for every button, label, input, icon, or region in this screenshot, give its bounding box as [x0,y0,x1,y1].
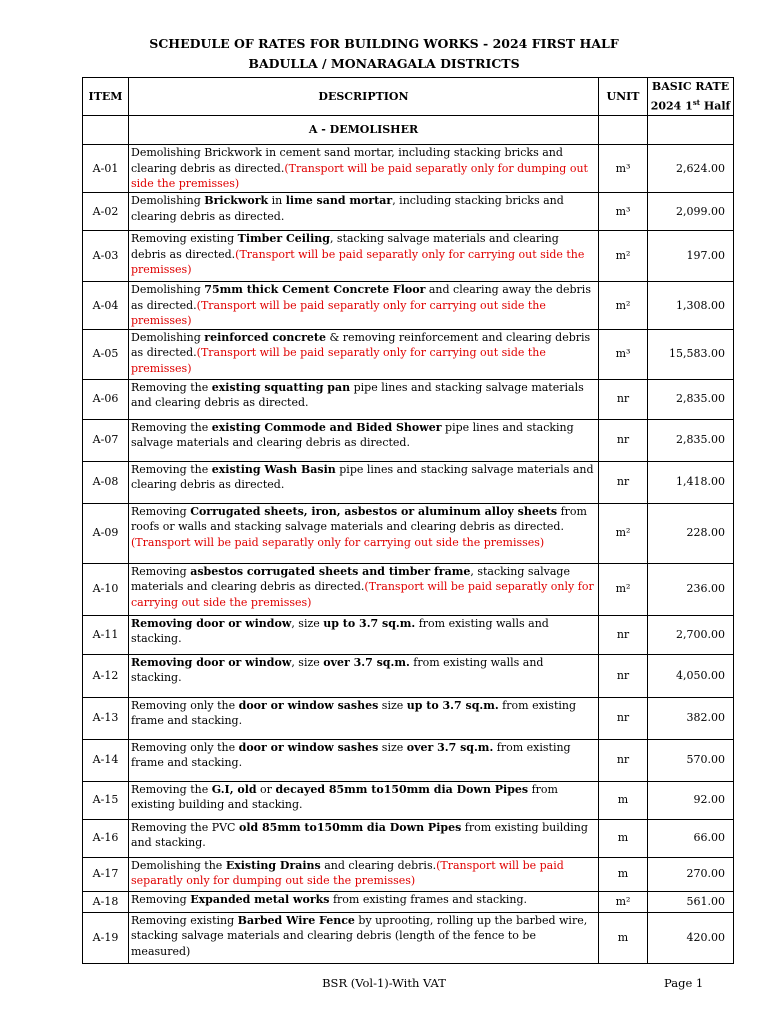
description-text: Removing existing [131,232,238,245]
description-text: over 3.7 sq.m. [406,740,494,754]
item-rate: 2,835.00 [648,379,734,419]
item-unit: nr [599,697,648,739]
transport-note: (Transport will be paid separatly only for carrying out side the premisses) [131,580,594,609]
description-text: Demolishing [131,283,205,296]
description-text: Expanded metal works [190,892,330,906]
description-text: & removing reinforcement and clearing debris as directed. [131,330,591,359]
col-header-item: ITEM [83,78,129,116]
description-text: 75mm thick Cement Concrete Floor [204,283,426,296]
description-text: Removing the PVC [131,820,239,834]
description-text: , stacking salvage materials and clearing debris as directed. [131,564,570,593]
table-row [83,891,734,912]
item-rate: 2,099.00 [648,193,734,231]
item-unit: m [599,781,648,819]
col-header-rate-line1: BASIC RATE [651,80,730,94]
item-rate: 2,624.00 [648,145,734,193]
table-header-row [83,78,734,116]
description-text: door or window sashes [238,740,379,754]
description-text: , size [291,616,324,630]
description-text: from roofs or walls and stacking salvage materials and clearing debris as directed. [131,504,587,533]
item-code: A-16 [83,819,129,857]
item-unit: nr [599,654,648,697]
description-text: in [268,194,286,207]
item-description [129,329,599,379]
description-text: and clearing away the debris as directed. [131,283,591,312]
description-text: Demolishing the [131,858,226,872]
item-code: A-17 [83,857,129,891]
item-description [129,857,599,891]
table-row [83,503,734,563]
item-rate: 1,418.00 [648,461,734,503]
item-unit: nr [599,615,648,654]
description-text: pipe lines and stacking salvage materials and clearing debris as directed. [131,462,594,491]
item-unit: nr [599,379,648,419]
item-rate: 270.00 [648,857,734,891]
table-row [83,615,734,654]
item-code: A-07 [83,419,129,461]
description-text: from existing building and stacking. [131,820,588,849]
table-row [83,563,734,615]
description-text: Removing the [131,380,212,394]
rates-table [82,77,734,964]
item-unit: m [599,857,648,891]
item-code: A-09 [83,503,129,563]
item-unit: m² [599,563,648,615]
item-code: A-14 [83,739,129,781]
col-header-rate [648,78,734,116]
table-row [83,419,734,461]
item-rate: 4,050.00 [648,654,734,697]
description-text: Corrugated sheets, iron, asbestos or aluminum alloy sheets [190,504,558,518]
description-text: Demolishing [131,330,205,344]
table-row [83,739,734,781]
description-text: or [256,782,276,796]
item-code: A-06 [83,379,129,419]
footer-page-number: Page 1 [664,976,704,990]
col-header-description: DESCRIPTION [129,78,599,116]
item-code: A-10 [83,563,129,615]
item-code: A-01 [83,145,129,193]
description-text: existing Wash Basin [211,462,336,476]
item-unit: m [599,819,648,857]
description-text: existing squatting pan [211,380,351,394]
col-header-rate-line2 [648,95,733,114]
item-unit: m³ [599,193,648,231]
table-row [83,329,734,379]
item-unit: m³ [599,145,648,193]
section-row [83,116,734,145]
item-rate: 2,835.00 [648,419,734,461]
item-rate: 15,583.00 [648,329,734,379]
item-unit: m³ [599,329,648,379]
item-unit: m [599,912,648,963]
description-text: from existing frame and stacking. [131,698,577,727]
item-description [129,503,599,563]
item-code: A-15 [83,781,129,819]
description-text: existing Commode and Bided Shower [211,420,442,434]
item-unit: m² [599,891,648,912]
description-text: over 3.7 sq.m. [323,655,410,669]
description-text: from existing walls and stacking. [131,655,544,684]
transport-note: (Transport will be paid separatly only for carrying out side the premisses) [131,298,546,327]
transport-note: (Transport will be paid separatly only for carrying out side the premisses) [131,247,585,276]
description-text: Barbed Wire Fence [237,913,355,927]
description-text: lime sand mortar [285,194,393,207]
item-rate: 66.00 [648,819,734,857]
item-description [129,231,599,282]
table-row [83,819,734,857]
item-description [129,654,599,697]
description-text: pipe lines and stacking salvage materials and clearing debris as directed. [131,380,584,409]
description-text: Existing Drains [225,858,321,872]
item-description [129,781,599,819]
description-text: from existing walls and stacking. [131,616,549,645]
col-header-unit: UNIT [599,78,648,116]
item-description [129,282,599,330]
description-text: size [378,698,407,712]
item-rate: 236.00 [648,563,734,615]
item-description [129,697,599,739]
table-row [83,654,734,697]
section-title: A - DEMOLISHER [129,116,599,145]
description-text: , stacking salvage materials and clearing debris as directed. [131,232,559,261]
transport-note: (Transport will be paid separatly only for carrying out side the premisses) [131,535,545,549]
item-description [129,819,599,857]
table-row [83,379,734,419]
table-row [83,231,734,282]
description-text: Demolishing [131,194,205,207]
description-text: asbestos corrugated sheets and timber frame [190,564,471,578]
item-code: A-02 [83,193,129,231]
item-rate: 197.00 [648,231,734,282]
item-description [129,379,599,419]
description-text: decayed 85mm to150mm dia Down Pipes [275,782,529,796]
description-text: reinforced concrete [204,330,326,344]
description-text: Removing [131,564,191,578]
section-rate-cell [648,116,734,145]
item-unit: nr [599,739,648,781]
description-text: Demolishing Brickwork in cement sand mortar, including stacking bricks and clearing debris as directed. [131,146,563,175]
item-rate: 92.00 [648,781,734,819]
table-row [83,193,734,231]
item-code: A-13 [83,697,129,739]
description-text: Removing existing [131,913,238,927]
item-code: A-18 [83,891,129,912]
description-text: up to 3.7 sq.m. [406,698,499,712]
item-code: A-03 [83,231,129,282]
item-code: A-05 [83,329,129,379]
item-description [129,419,599,461]
transport-note: (Transport will be paid separatly only for dumping out side the premisses) [131,858,564,887]
description-text: , size [291,655,324,669]
section-unit-cell [599,116,648,145]
description-text: from existing building and stacking. [131,782,558,811]
table-row [83,857,734,891]
item-unit: nr [599,461,648,503]
item-rate: 420.00 [648,912,734,963]
description-text: Brickwork [204,194,269,207]
table-row [83,145,734,193]
description-text: door or window sashes [238,698,379,712]
table-row [83,912,734,963]
page-title: SCHEDULE OF RATES FOR BUILDING WORKS - 2024 FIRST HALF [149,36,619,51]
description-text: pipe lines and stacking salvage materials and clearing debris as directed. [131,420,574,449]
item-rate: 228.00 [648,503,734,563]
table-row [83,282,734,330]
rate-year-text: 2024 1 [650,99,693,113]
item-description [129,615,599,654]
page-subtitle: BADULLA / MONARAGALA DISTRICTS [248,56,520,71]
item-rate: 561.00 [648,891,734,912]
item-description [129,739,599,781]
rate-ordinal-sup: st [692,97,701,107]
description-text: Removing door or window [131,616,292,630]
rate-half-text: Half [700,99,731,113]
description-text: Removing only the [131,740,239,754]
description-text: Removing the [131,782,212,796]
item-description [129,912,599,963]
item-rate: 1,308.00 [648,282,734,330]
item-description [129,461,599,503]
description-text: old 85mm to150mm dia Down Pipes [238,820,462,834]
description-text: Removing the [131,462,212,476]
item-description [129,193,599,231]
transport-note: (Transport will be paid separatly only for dumping out side the premisses) [131,161,588,190]
item-description [129,891,599,912]
item-rate: 2,700.00 [648,615,734,654]
table-row [83,461,734,503]
description-text: Removing door or window [131,655,292,669]
item-unit: m² [599,231,648,282]
item-description [129,145,599,193]
table-row [83,697,734,739]
item-rate: 382.00 [648,697,734,739]
item-code: A-12 [83,654,129,697]
item-unit: m² [599,503,648,563]
table-row [83,781,734,819]
description-text: size [378,740,407,754]
description-text: from existing frame and stacking. [131,740,571,769]
item-description [129,563,599,615]
description-text: Removing the [131,420,212,434]
transport-note: (Transport will be paid separatly only for carrying out side the premisses) [131,346,546,375]
description-text: Removing only the [131,698,239,712]
description-text: from existing frames and stacking. [329,892,528,906]
section-item-cell [83,116,129,145]
description-text: G.I, old [211,782,257,796]
description-text: Timber Ceiling [237,232,330,245]
description-text: by uprooting, rolling up the barbed wire, stacking salvage materials and clearing debris (length of the fence to be measured) [131,913,588,958]
description-text: , including stacking bricks and clearing debris as directed. [131,194,564,223]
item-unit: nr [599,419,648,461]
item-unit: m² [599,282,648,330]
footer-volume: BSR (Vol-1)-With VAT [322,976,446,990]
description-text: and clearing debris. [320,858,437,872]
item-code: A-04 [83,282,129,330]
item-code: A-11 [83,615,129,654]
item-code: A-19 [83,912,129,963]
description-text: up to 3.7 sq.m. [323,616,416,630]
item-rate: 570.00 [648,739,734,781]
description-text: Removing [131,892,191,906]
item-code: A-08 [83,461,129,503]
description-text: Removing [131,504,191,518]
